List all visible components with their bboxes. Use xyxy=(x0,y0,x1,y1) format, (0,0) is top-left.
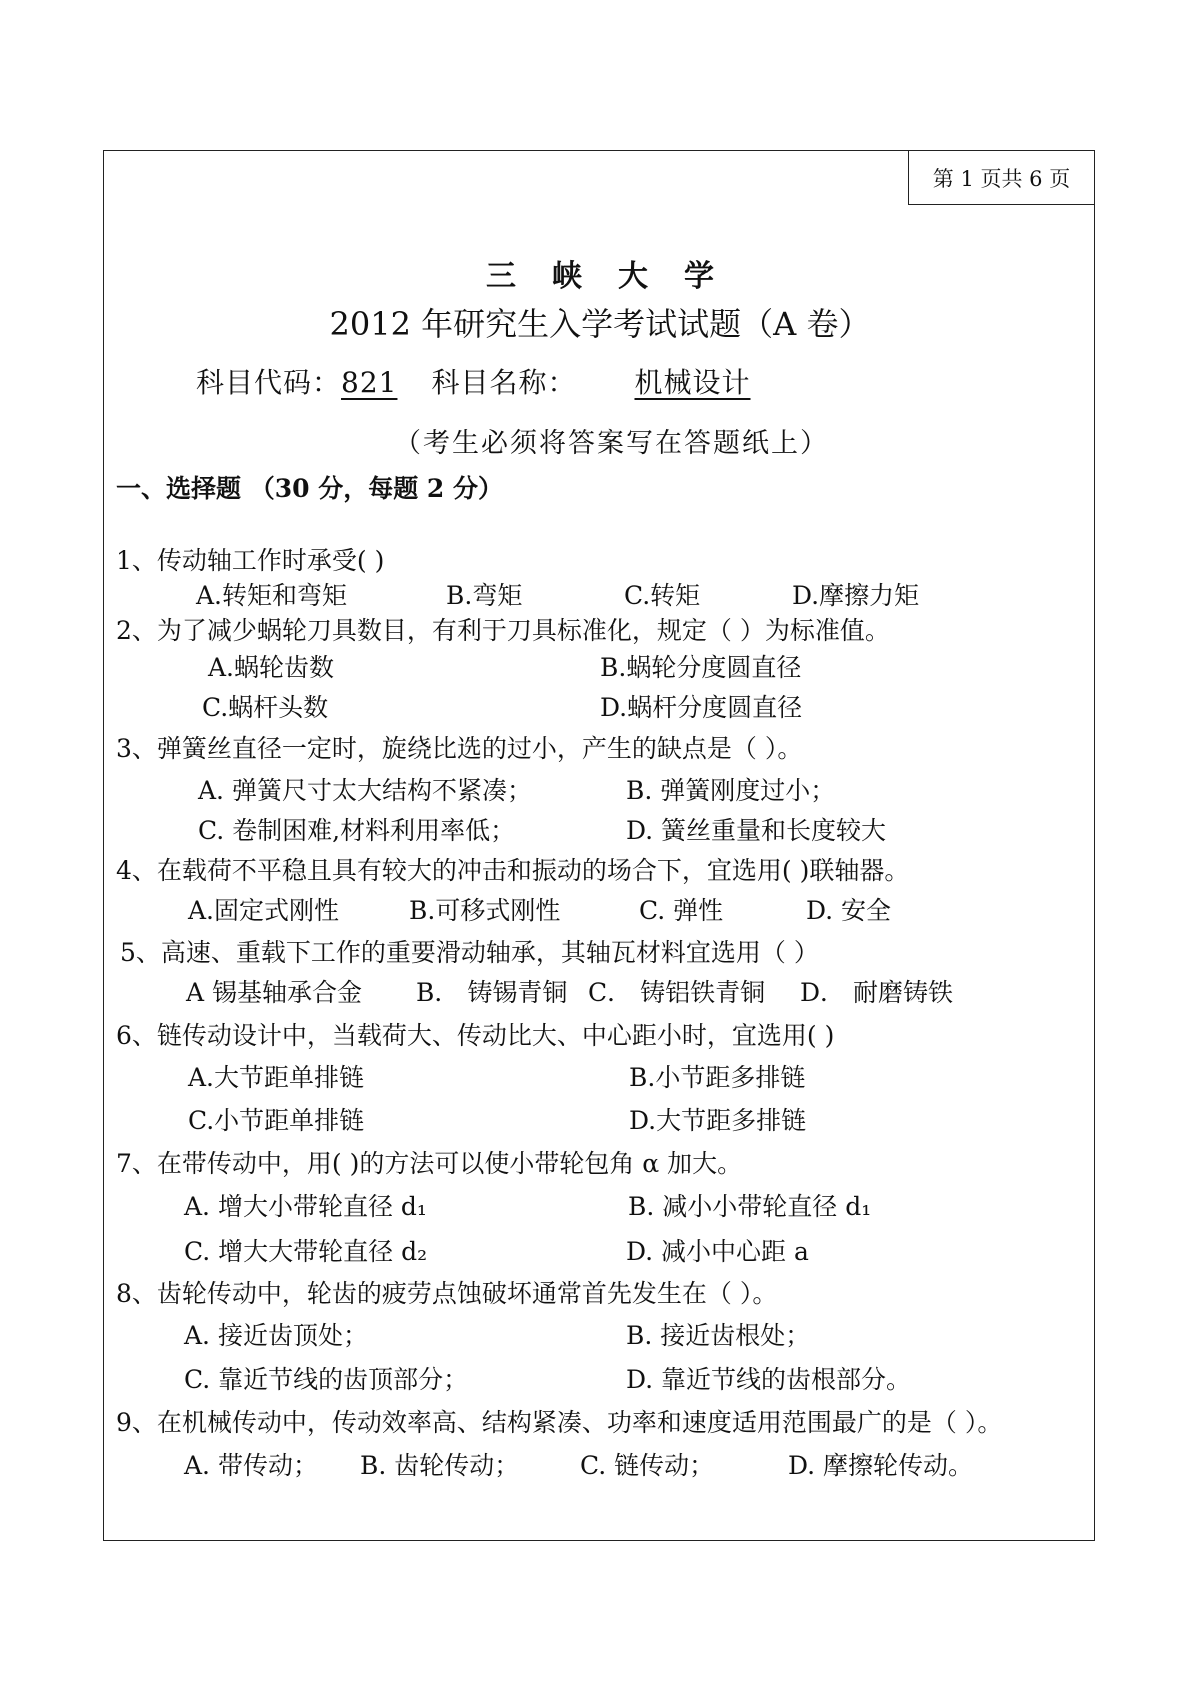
question-1: 1、传动轴工作时承受( ) xyxy=(116,546,385,575)
q7-option-d: D. 减小中心距 a xyxy=(626,1237,809,1266)
subject-code-label: 科目代码： xyxy=(196,366,342,399)
q7-option-a: A. 增大小带轮直径 d₁ xyxy=(184,1192,427,1221)
q2-option-d: D.蜗杆分度圆直径 xyxy=(600,693,803,722)
q4-option-d: D. 安全 xyxy=(806,896,892,925)
q3-option-b: B. 弹簧刚度过小； xyxy=(626,776,836,805)
question-7: 7、在带传动中，用( )的方法可以使小带轮包角 α 加大。 xyxy=(116,1149,743,1178)
q1-option-c: C.转矩 xyxy=(624,581,701,610)
q5-option-b: B． 铸锡青铜 xyxy=(416,978,568,1007)
q9-option-c: C. 链传动； xyxy=(580,1451,715,1480)
question-2: 2、为了减少蜗轮刀具数目，有利于刀具标准化，规定（ ）为标准值。 xyxy=(116,616,890,645)
q9-option-d: D. 摩擦轮传动。 xyxy=(788,1451,974,1480)
q6-option-a: A.大节距单排链 xyxy=(188,1063,365,1092)
exam-notice: （考生必须将答案写在答题纸上） xyxy=(394,428,829,459)
q5-option-c: C． 铸铝铁青铜 xyxy=(588,978,766,1007)
subject-name-label: 科目名称： xyxy=(431,366,577,399)
q1-option-a: A.转矩和弯矩 xyxy=(196,581,348,610)
q7-option-b: B. 减小小带轮直径 d₁ xyxy=(628,1192,872,1221)
q4-option-b: B.可移式刚性 xyxy=(409,896,561,925)
subject-code: 821 xyxy=(341,366,398,399)
question-4: 4、在载荷不平稳且具有较大的冲击和振动的场合下，宜选用( )联轴器。 xyxy=(116,856,910,885)
q7-option-c: C. 增大大带轮直径 d₂ xyxy=(184,1237,428,1266)
q8-option-d: D. 靠近节线的齿根部分。 xyxy=(626,1365,912,1394)
q5-option-a: A 锡基轴承合金 xyxy=(186,978,363,1007)
university-name: 三峡大学 xyxy=(486,259,750,294)
question-9: 9、在机械传动中，传动效率高、结构紧凑、功率和速度适用范围最广的是（ ）。 xyxy=(116,1408,1003,1437)
q9-option-b: B. 齿轮传动； xyxy=(360,1451,520,1480)
q9-option-a: A. 带传动； xyxy=(184,1451,318,1480)
q3-option-d: D. 簧丝重量和长度较大 xyxy=(626,816,887,845)
q2-option-c: C.蜗杆头数 xyxy=(202,693,329,722)
exam-sheet-frame xyxy=(103,150,1095,1541)
page-indicator xyxy=(908,151,1094,205)
subject-name: 机械设计 xyxy=(634,366,751,399)
q8-option-c: C. 靠近节线的齿顶部分； xyxy=(184,1365,469,1394)
q1-option-b: B.弯矩 xyxy=(446,581,523,610)
q2-option-b: B.蜗轮分度圆直径 xyxy=(600,653,802,682)
question-8: 8、齿轮传动中，轮齿的疲劳点蚀破坏通常首先发生在（ ）。 xyxy=(116,1279,778,1308)
q6-option-d: D.大节距多排链 xyxy=(629,1106,807,1135)
q8-option-b: B. 接近齿根处； xyxy=(626,1321,811,1350)
q4-option-c: C. 弹性 xyxy=(639,896,724,925)
q4-option-a: A.固定式刚性 xyxy=(188,896,340,925)
q3-option-c: C. 卷制困难,材料利用率低； xyxy=(198,816,516,845)
q5-option-d: D． 耐磨铸铁 xyxy=(800,978,953,1007)
question-6: 6、链传动设计中，当载荷大、传动比大、中心距小时，宜选用( ) xyxy=(116,1021,835,1050)
q6-option-c: C.小节距单排链 xyxy=(188,1106,365,1135)
q3-option-a: A. 弹簧尺寸太大结构不紧凑； xyxy=(198,776,532,805)
question-5: 5、高速、重载下工作的重要滑动轴承，其轴瓦材料宜选用（ ） xyxy=(120,938,819,967)
question-3: 3、弹簧丝直径一定时，旋绕比选的过小，产生的缺点是（ ）。 xyxy=(116,734,803,763)
q8-option-a: A. 接近齿顶处； xyxy=(184,1321,368,1350)
subject-line xyxy=(196,361,795,401)
q6-option-b: B.小节距多排链 xyxy=(629,1063,806,1092)
section-heading: 一、选择题 （30 分，每题 2 分） xyxy=(116,474,504,503)
exam-title: 2012 年研究生入学考试试题（A 卷） xyxy=(329,305,871,343)
page-indicator-text: 第 1 页共 6 页 xyxy=(932,166,1071,191)
q1-option-d: D.摩擦力矩 xyxy=(792,581,920,610)
q2-option-a: A.蜗轮齿数 xyxy=(208,653,335,682)
